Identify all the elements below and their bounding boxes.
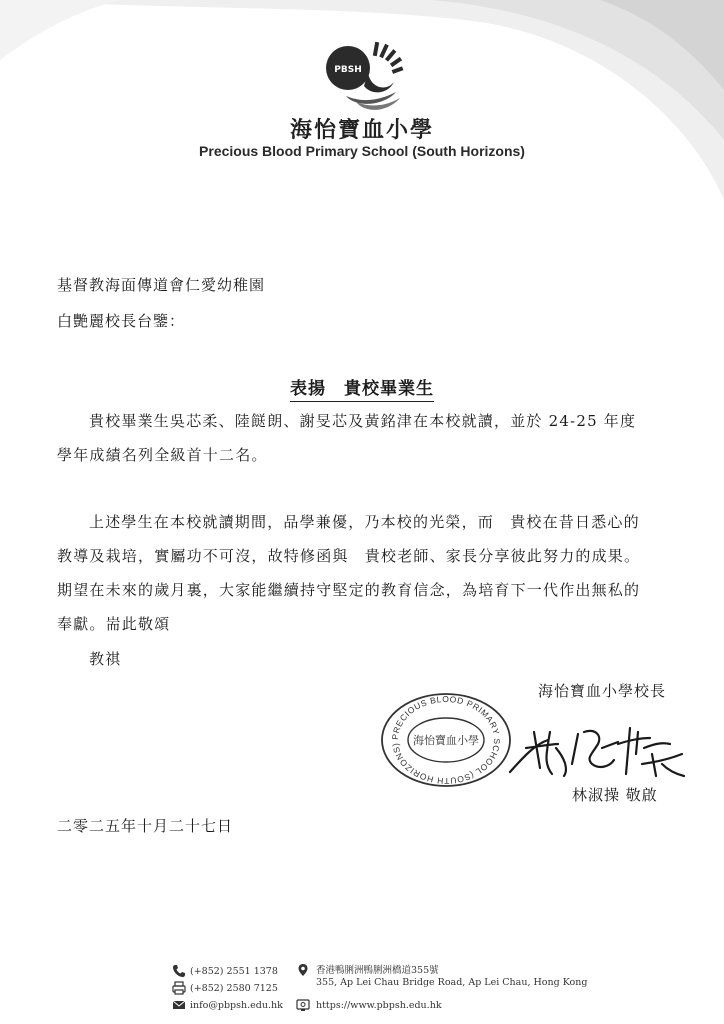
closing-greeting: 教祺 — [89, 650, 122, 668]
paragraph-1 — [57, 404, 669, 472]
phone-icon — [172, 964, 186, 978]
school-name-zh: 海怡寶血小學 — [289, 117, 434, 143]
letter-title-text: 表揚 貴校畢業生 — [290, 379, 434, 402]
signer-name: 林淑操 敬啟 — [572, 786, 658, 804]
recipient-org: 基督教海面傳道會仁愛幼稚園 — [57, 276, 266, 294]
footer-address-en: 355, Ap Lei Chau Bridge Road, Ap Lei Chau, Hong Kong — [316, 977, 588, 988]
school-name-en: Precious Blood Primary School (South Horizons) — [199, 143, 525, 159]
location-icon — [296, 963, 310, 977]
letter-date: 二零二五年十月二十七日 — [57, 817, 234, 835]
paragraph-2-line: 奉獻。耑此敬頌 — [57, 615, 171, 633]
principal-signature — [506, 714, 690, 784]
svg-text:海怡寶血小學: 海怡寶血小學 — [413, 734, 479, 747]
letter-title — [0, 374, 724, 399]
footer-phone: (+852) 2551 1378 — [190, 966, 278, 977]
paragraph-2-line: 期望在未來的歲月裏，大家能繼續持守堅定的教育信念，為培育下一代作出無私的 — [57, 581, 641, 599]
svg-text:PRECIOUS BLOOD PRIMARY SCHOOL: PRECIOUS BLOOD PRIMARY SCHOOL (SOUTH HORIZONS) — [389, 693, 503, 787]
school-seal-stamp — [378, 690, 514, 790]
fax-icon — [172, 981, 186, 995]
svg-text:PBSH: PBSH — [334, 65, 362, 75]
recipient-salutation: 白艷麗校長台鑒： — [57, 312, 186, 330]
paragraph-2-line: 教導及栽培，實屬功不可沒，故特修函與 貴校老師、家長分享彼此努力的成果。 — [57, 547, 641, 565]
footer-website[interactable] — [316, 1000, 442, 1011]
school-logo — [316, 36, 412, 116]
paragraph-2 — [57, 505, 669, 641]
footer-fax: (+852) 2580 7125 — [190, 983, 278, 994]
paragraph-1-line: 學年成績名列全級首十二名。 — [57, 446, 268, 464]
web-icon — [296, 998, 310, 1012]
footer-email[interactable] — [190, 1000, 283, 1011]
footer-email-text[interactable]: info@pbpsh.edu.hk — [190, 1000, 283, 1011]
footer-website-text[interactable]: https://www.pbpsh.edu.hk — [316, 1000, 442, 1011]
paragraph-2-line: 上述學生在本校就讀期間，品學兼優，乃本校的光榮，而 貴校在昔日悉心的 — [89, 513, 640, 531]
paragraph-1-line: 貴校畢業生吳芯柔、陸餸朗、謝旻芯及黃銘津在本校就讀，並於 24-25 年度 — [89, 412, 637, 430]
signoff-title: 海怡寶血小學校長 — [538, 682, 667, 700]
footer-address-zh: 香港鴨脷洲鴨脷洲橋道355號 — [316, 965, 439, 976]
email-icon — [172, 998, 186, 1012]
